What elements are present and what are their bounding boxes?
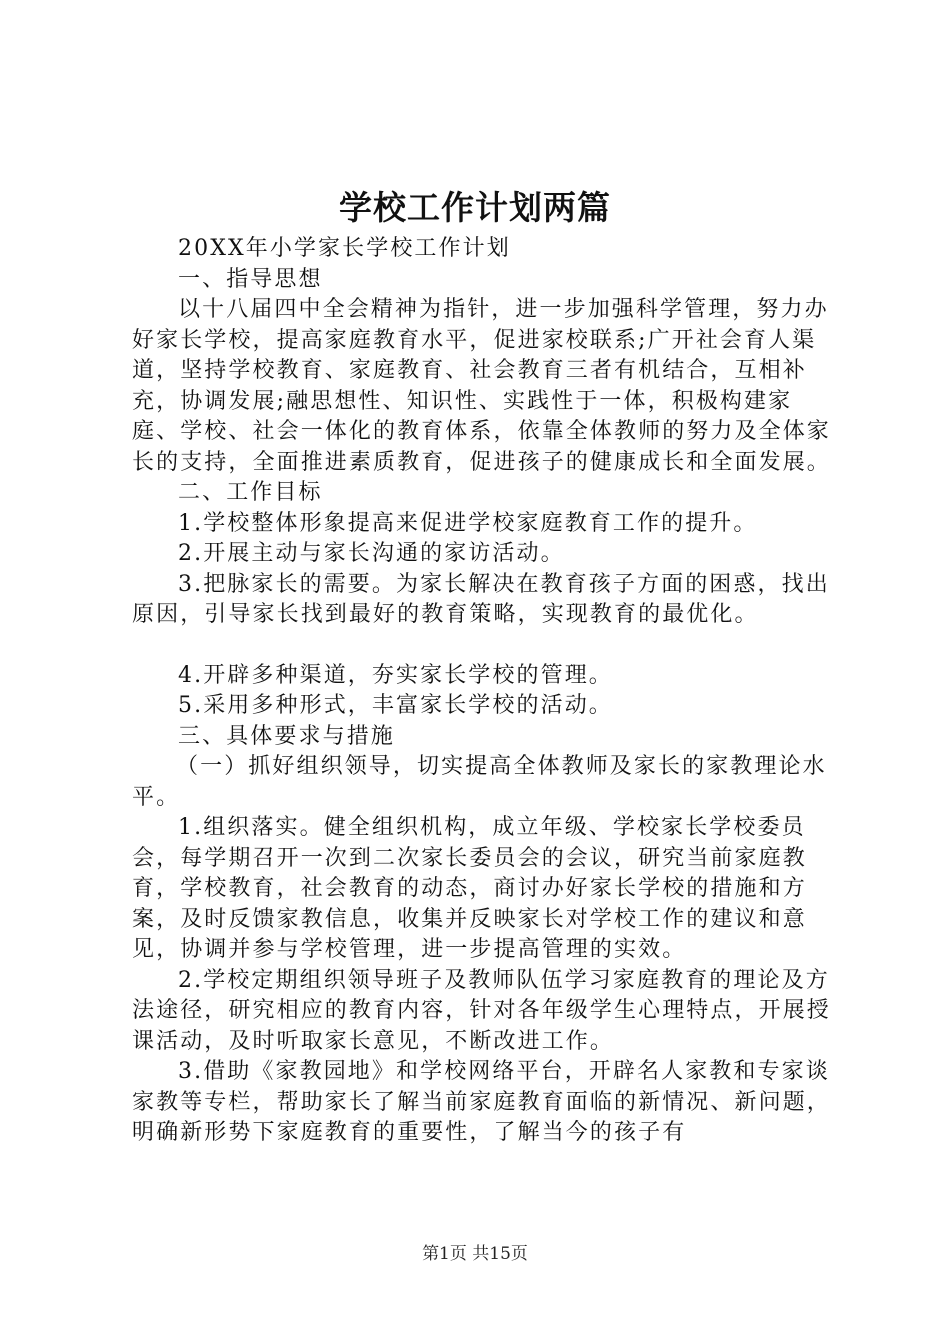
- paragraph-measure-2: 2.学校定期组织领导班子及教师队伍学习家庭教育的理论及方法途径，研究相应的教育内容，针对各年级学生心理特点，开展授课活动，及时听取家长意见，不断改进工作。: [132, 967, 831, 1054]
- list-item-goal-3: 3.把脉家长的需要。为家长解决在教育孩子方面的困惑，找出原因，引导家长找到最好的教育策略，实现教育的最优化。: [132, 571, 830, 627]
- document-body: [132, 234, 837, 1149]
- section-heading-plan: 20XX年小学家长学校工作计划: [178, 236, 511, 261]
- paragraph-measure-3: 3.借助《家教园地》和学校网络平台，开辟名人家教和专家谈家教等专栏，帮助家长了解当前家庭教育面临的新情况、新问题，明确新形势下家庭教育的重要性，了解当今的孩子有: [132, 1059, 831, 1145]
- document-title: 学校工作计划两篇: [339, 188, 611, 227]
- paragraph-spacer: [132, 631, 837, 661]
- page-number-footer: 第1页 共15页: [422, 1244, 528, 1264]
- list-item-goal-5: 5.采用多种形式，丰富家长学校的活动。: [178, 693, 613, 718]
- section-heading-measures: 三、具体要求与措施: [178, 723, 395, 749]
- list-item-goal-1: 1.学校整体形象提高来促进学校家庭教育工作的提升。: [178, 510, 758, 536]
- list-item-goal-4: 4.开辟多种渠道，夯实家长学校的管理。: [178, 662, 613, 688]
- paragraph-guiding-thought: 以十八届四中全会精神为指针，进一步加强科学管理，努力办好家长学校，提高家庭教育水平，促进家校联系;广开社会育人渠道，坚持学校教育、家庭教育、社会教育三者有机结合，互相补充，协调发展;融思想性、知识性、实践性于一体，积极构建家庭、学校、社会一体化的教育体系，依靠全体教师的努力及全体家长的支持，全面推进素质教育，促进孩子的健康成长和全面发展。: [132, 297, 831, 475]
- list-item-goal-2: 2.开展主动与家长沟通的家访活动。: [178, 541, 565, 566]
- subsection-heading-organization: （一）抓好组织领导，切实提高全体教师及家长的家教理论水平。: [132, 754, 827, 810]
- paragraph-measure-1: 1.组织落实。健全组织机构，成立年级、学校家长学校委员会，每学期召开一次到二次家长委员会的会议，研究当前家庭教育，学校教育，社会教育的动态，商讨办好家长学校的措施和方案，及时反馈家教信息，收集并反映家长对学校工作的建议和意见，协调并参与学校管理，进一步提高管理的实效。: [132, 815, 807, 962]
- section-heading-guiding-thought: 一、指导思想: [178, 266, 323, 292]
- section-heading-work-goals: 二、工作目标: [178, 480, 323, 505]
